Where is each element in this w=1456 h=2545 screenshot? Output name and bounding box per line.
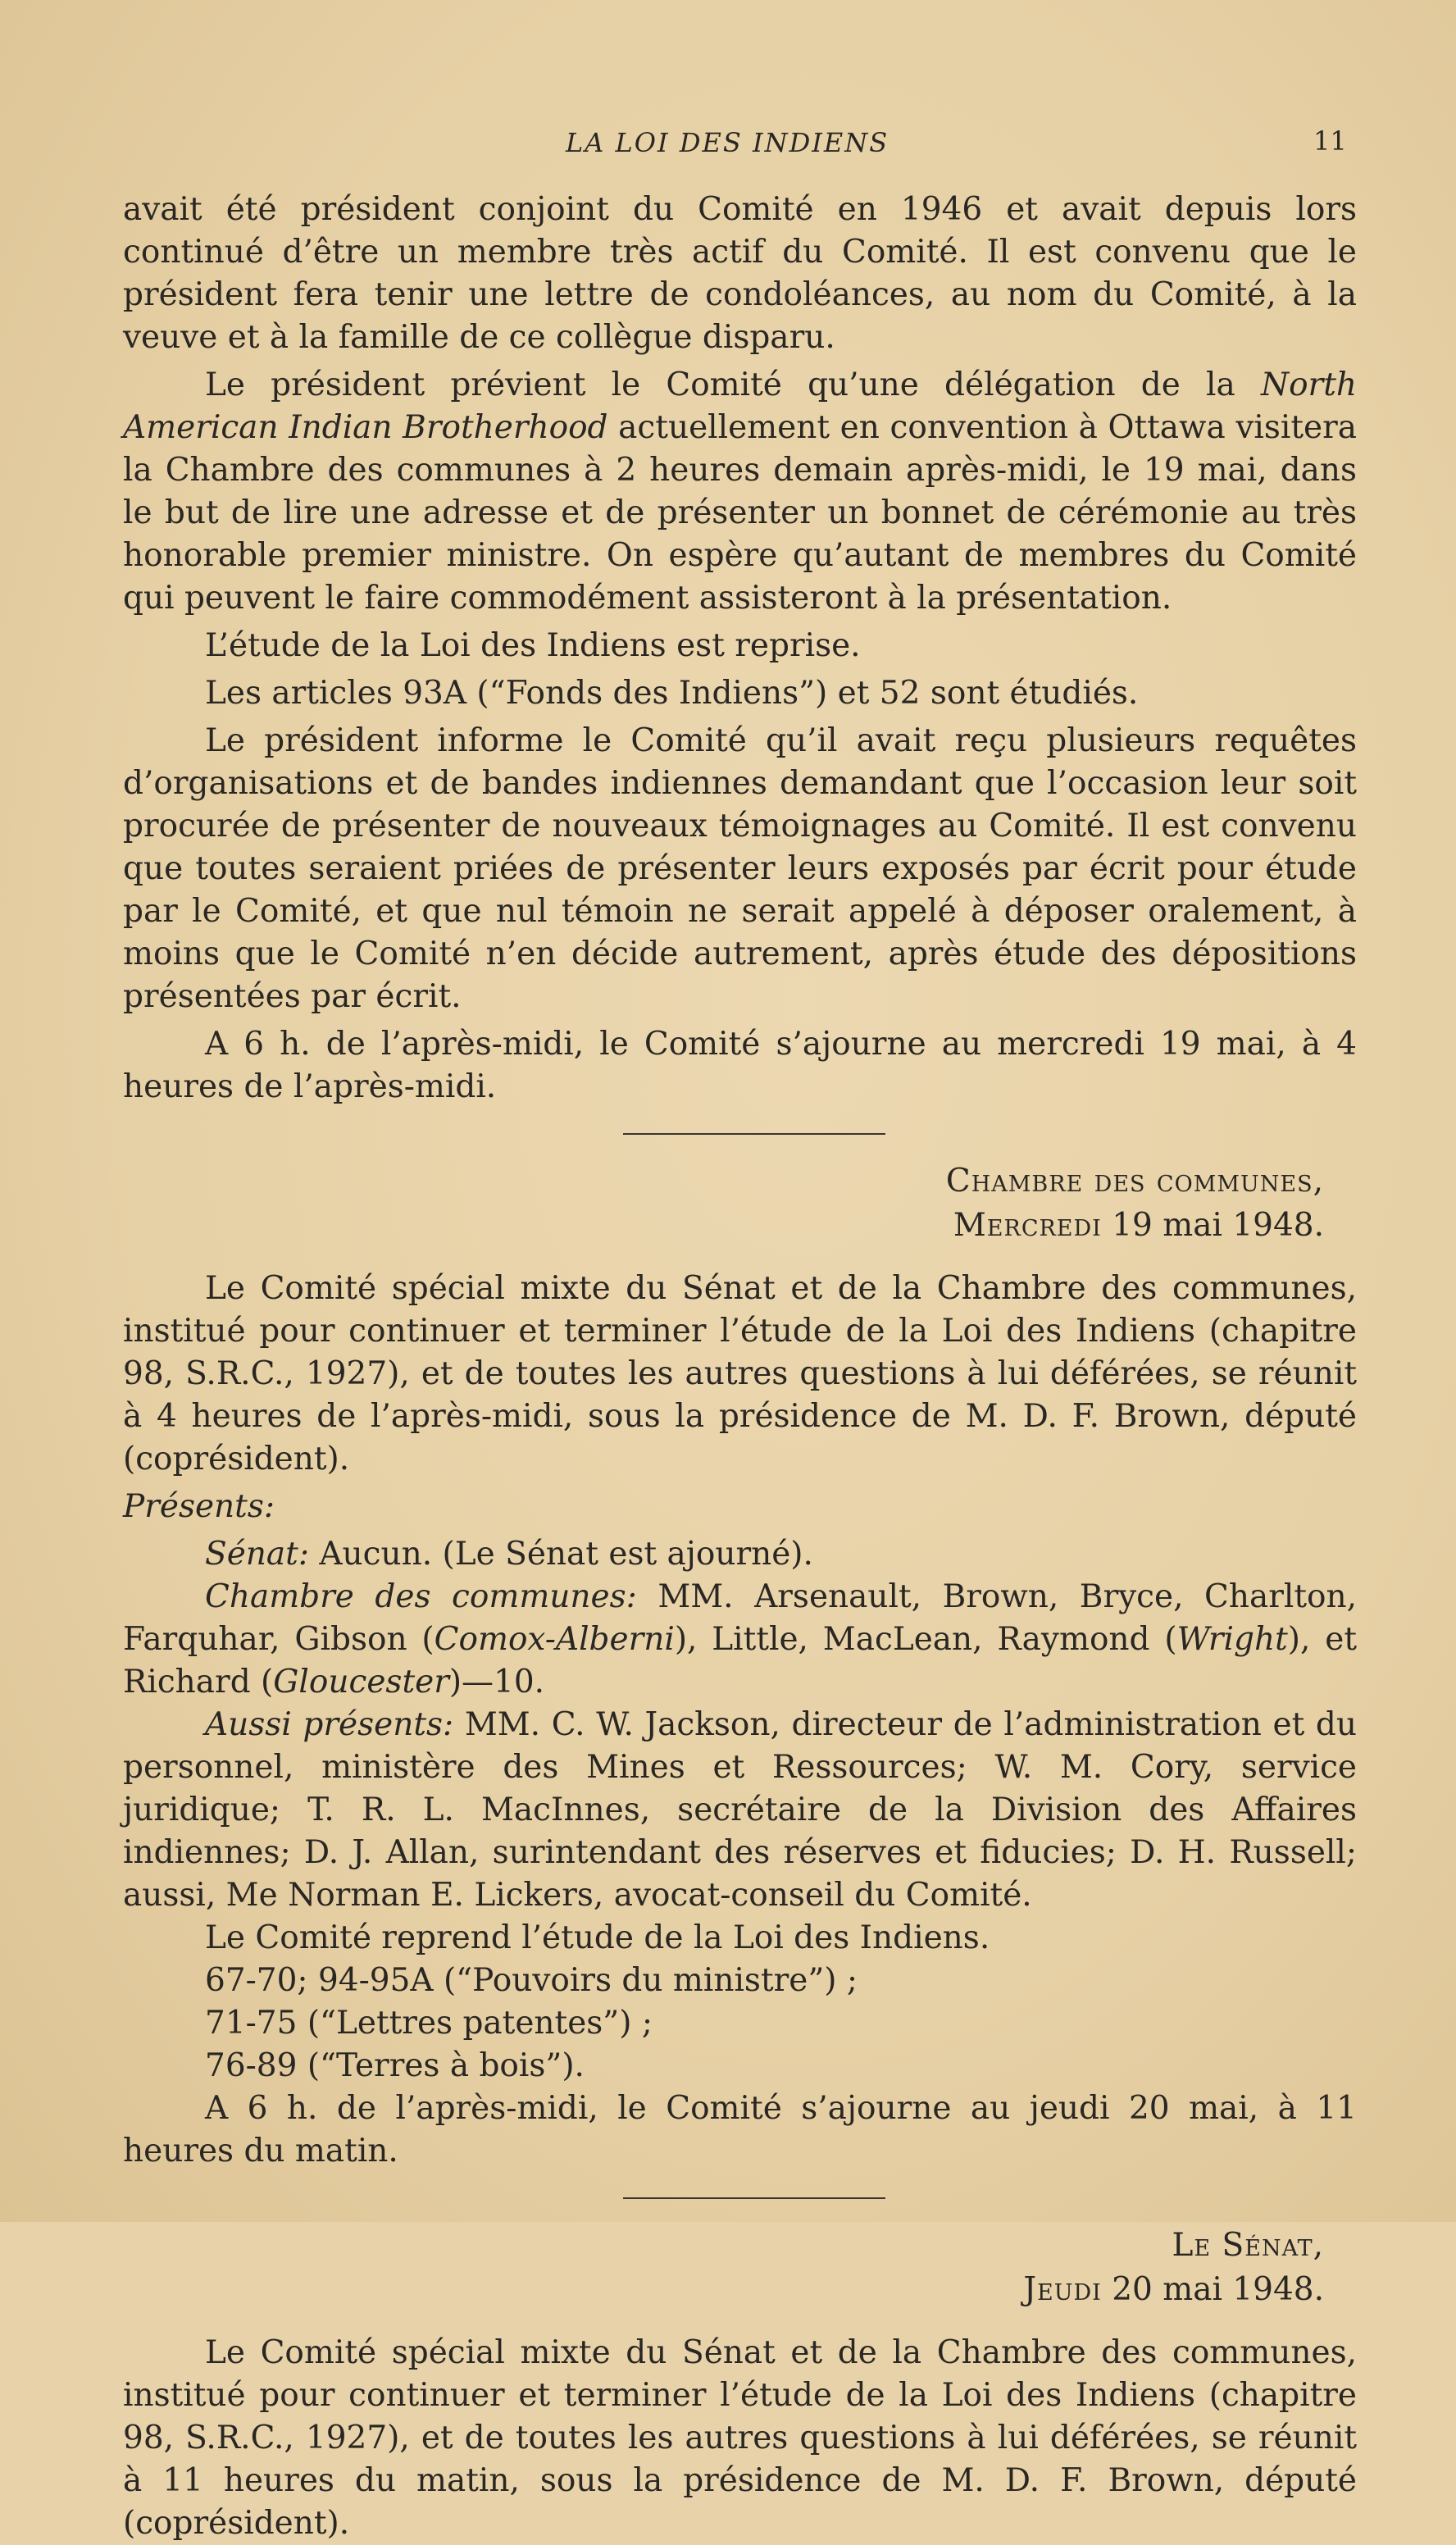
page-number: 11 [1313, 125, 1347, 157]
session-day: Mercredi [953, 1207, 1102, 1244]
commons-text-d: )—10. [448, 1664, 545, 1700]
session-heading-1 [123, 1159, 1357, 1248]
session-date: 19 mai 1948. [1101, 1207, 1324, 1244]
paragraph-continuation: avait été président conjoint du Comité en 1946 et avait depuis lors continué d’être un membre très actif du Comité. Il est convenu que le président fera tenir une lettre de condoléances, au nom du Comité, à la veuve et à la famille de ce collègue disparu. [123, 191, 1357, 356]
article-line: 76-89 (“Terres à bois”). [205, 2047, 585, 2084]
paragraph-resumed: L’étude de la Loi des Indiens est reprise. [205, 627, 861, 664]
body-text [123, 189, 1357, 2545]
session-place: Chambre des communes, [945, 1163, 1324, 1200]
session-date-line [123, 1204, 1324, 1248]
delegation-text-start: Le président prévient le Comité qu’une délégation de la [205, 366, 1261, 403]
session-place [123, 2224, 1324, 2268]
also-present [123, 1704, 1357, 1917]
commons-label: Chambre des communes: [205, 1578, 637, 1615]
senat-members [123, 1533, 1357, 1576]
paragraph-delegation [123, 364, 1357, 620]
organization-name: North American Indian Brotherhood [123, 366, 1357, 446]
session-heading-2 [123, 2224, 1357, 2312]
session-intro: Le Comité spécial mixte du Sénat et de la Chambre des communes, institué pour continuer et terminer l’étude de la Loi des Indiens (chapitre 98, S.R.C., 1927), et de toutes les autres questions à lui déférées, se réunit à 4 heures de l’après-midi, sous la présidence de M. D. F. Brown, député (coprésident). [123, 1270, 1357, 1477]
commons-text-a: MM. Arsenault, Brown, Bryce, Charlton, Farquhar, Gibson ( [123, 1578, 1357, 1658]
session-day: Jeudi [1023, 2271, 1102, 2308]
session-date: 20 mai 1948. [1101, 2271, 1324, 2308]
session-date-line [123, 2268, 1324, 2312]
article-line: 67-70; 94-95A (“Pouvoirs du ministre”) ; [205, 1962, 858, 1999]
paragraph-requests: Le président informe le Comité qu’il avait reçu plusieurs requêtes d’organisations et de bandes indiennes demandant que l’occasion leur soit procurée de présenter de nouveaux témoignages au Comité. Il est convenu que toutes seraient priées de présenter leurs exposés par écrit pour étude par le Comité, et que nul témoin ne serait appelé à déposer oralement, à moins que le Comité n’en décide autrement, après étude des dépositions présentées par écrit. [123, 722, 1357, 1015]
session-intro: Le Comité spécial mixte du Sénat et de la Chambre des communes, institué pour continuer et terminer l’étude de la Loi des Indiens (chapitre 98, S.R.C., 1927), et de toutes les autres questions à lui déférées, se réunit à 11 heures du matin, sous la présidence de M. D. F. Brown, député (coprésident). [123, 2334, 1357, 2542]
running-title: LA LOI DES INDIENS [566, 127, 890, 158]
also-present-label: Aussi présents: [205, 1706, 454, 1743]
riding-gloucester: Gloucester [273, 1664, 449, 1700]
riding-wright: Wright [1176, 1621, 1288, 1658]
section-divider [623, 2197, 885, 2199]
presents-label: Présents: [123, 1488, 275, 1525]
paragraph-adjourn-2: A 6 h. de l’après-midi, le Comité s’ajourne au jeudi 20 mai, à 11 heures du matin. [123, 2090, 1357, 2169]
also-present-text: MM. C. W. Jackson, directeur de l’administration et du personnel, ministère des Mines et Ressources; W. M. Cory, service juridique; T. R. L. MacInnes, secrétaire de la Division des Affaires indiennes; D. J. Allan, surintendant des réserves et fiducies; D. H. Russell; aussi, Me Norman E. Lickers, avocat-conseil du Comité. [123, 1706, 1357, 1914]
presents-heading [123, 1486, 1357, 1528]
commons-members [123, 1576, 1357, 1704]
commons-text-c: ), et Richard ( [123, 1621, 1358, 1700]
running-head [0, 127, 1456, 168]
article-line: 71-75 (“Lettres patentes”) ; [205, 2005, 653, 2042]
delegation-text-end: actuellement en convention à Ottawa visitera la Chambre des communes à 2 heures demain après-midi, le 19 mai, dans le but de lire une adresse et de présenter un bonnet de cérémonie au très honorable premier ministre. On espère qu’autant de membres du Comité qui peuvent le faire commodément assisteront à la présentation. [123, 409, 1357, 617]
riding-comox: Comox-Alberni [434, 1621, 675, 1658]
senat-text: Aucun. (Le Sénat est ajourné). [308, 1536, 813, 1573]
paragraph-articles: Les articles 93A (“Fonds des Indiens”) et 52 sont étudiés. [205, 675, 1139, 712]
session-place-text: Le Sénat, [1172, 2227, 1324, 2264]
senat-label: Sénat: [205, 1536, 309, 1573]
resumes-study: Le Comité reprend l’étude de la Loi des Indiens. [205, 1919, 990, 1956]
paragraph-adjourn-1: A 6 h. de l’après-midi, le Comité s’ajourne au mercredi 19 mai, à 4 heures de l’après-midi. [123, 1026, 1357, 1105]
section-divider [623, 1133, 885, 1135]
commons-text-b: ), Little, MacLean, Raymond ( [674, 1621, 1177, 1658]
